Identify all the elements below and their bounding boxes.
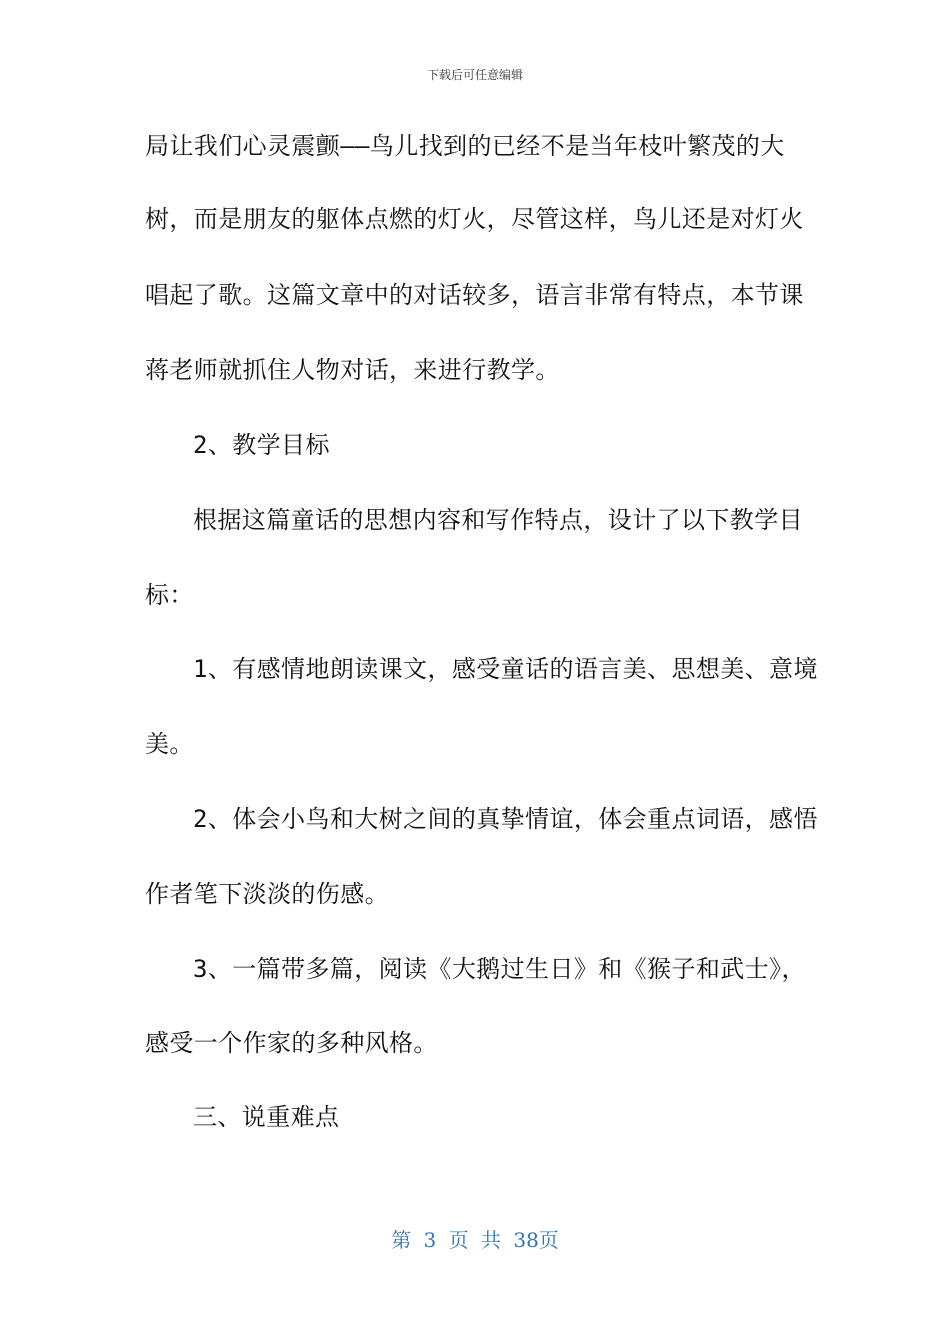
goal-item-3: 3、一篇带多篇，阅读《大鹅过生日》和《猴子和武士》，	[193, 955, 806, 983]
goal-item-3-cont: 感受一个作家的多种风格。	[145, 1029, 438, 1057]
body-line-6: 根据这篇童话的思想内容和写作特点，设计了以下教学目	[193, 506, 803, 534]
body-line-1: 局让我们心灵震颤——鸟儿找到的已经不是当年枝叶繁茂的大	[145, 132, 785, 160]
body-line-3: 唱起了歌。这篇文章中的对话较多，语言非常有特点，本节课	[145, 281, 804, 309]
goal-item-1-cont: 美。	[145, 730, 194, 758]
body-line-7: 标：	[145, 581, 194, 609]
page-footer: 第 3 页 共 38页	[391, 1228, 559, 1252]
body-line-4: 蒋老师就抓住人物对话，来进行教学。	[145, 356, 560, 384]
goal-item-2-cont: 作者笔下淡淡的伤感。	[145, 880, 389, 908]
section-heading-key-points: 三、说重难点	[193, 1103, 340, 1131]
goal-item-2: 2、体会小鸟和大树之间的真挚情谊，体会重点词语，感悟	[193, 805, 818, 833]
goal-item-1: 1、有感情地朗读课文，感受童话的语言美、思想美、意境	[193, 655, 818, 683]
body-line-2: 树，而是朋友的躯体点燃的灯火，尽管这样，鸟儿还是对灯火	[145, 205, 804, 233]
page-header: 下载后可任意编辑	[426, 68, 523, 82]
section-heading-teaching-goals: 2、教学目标	[193, 431, 330, 459]
